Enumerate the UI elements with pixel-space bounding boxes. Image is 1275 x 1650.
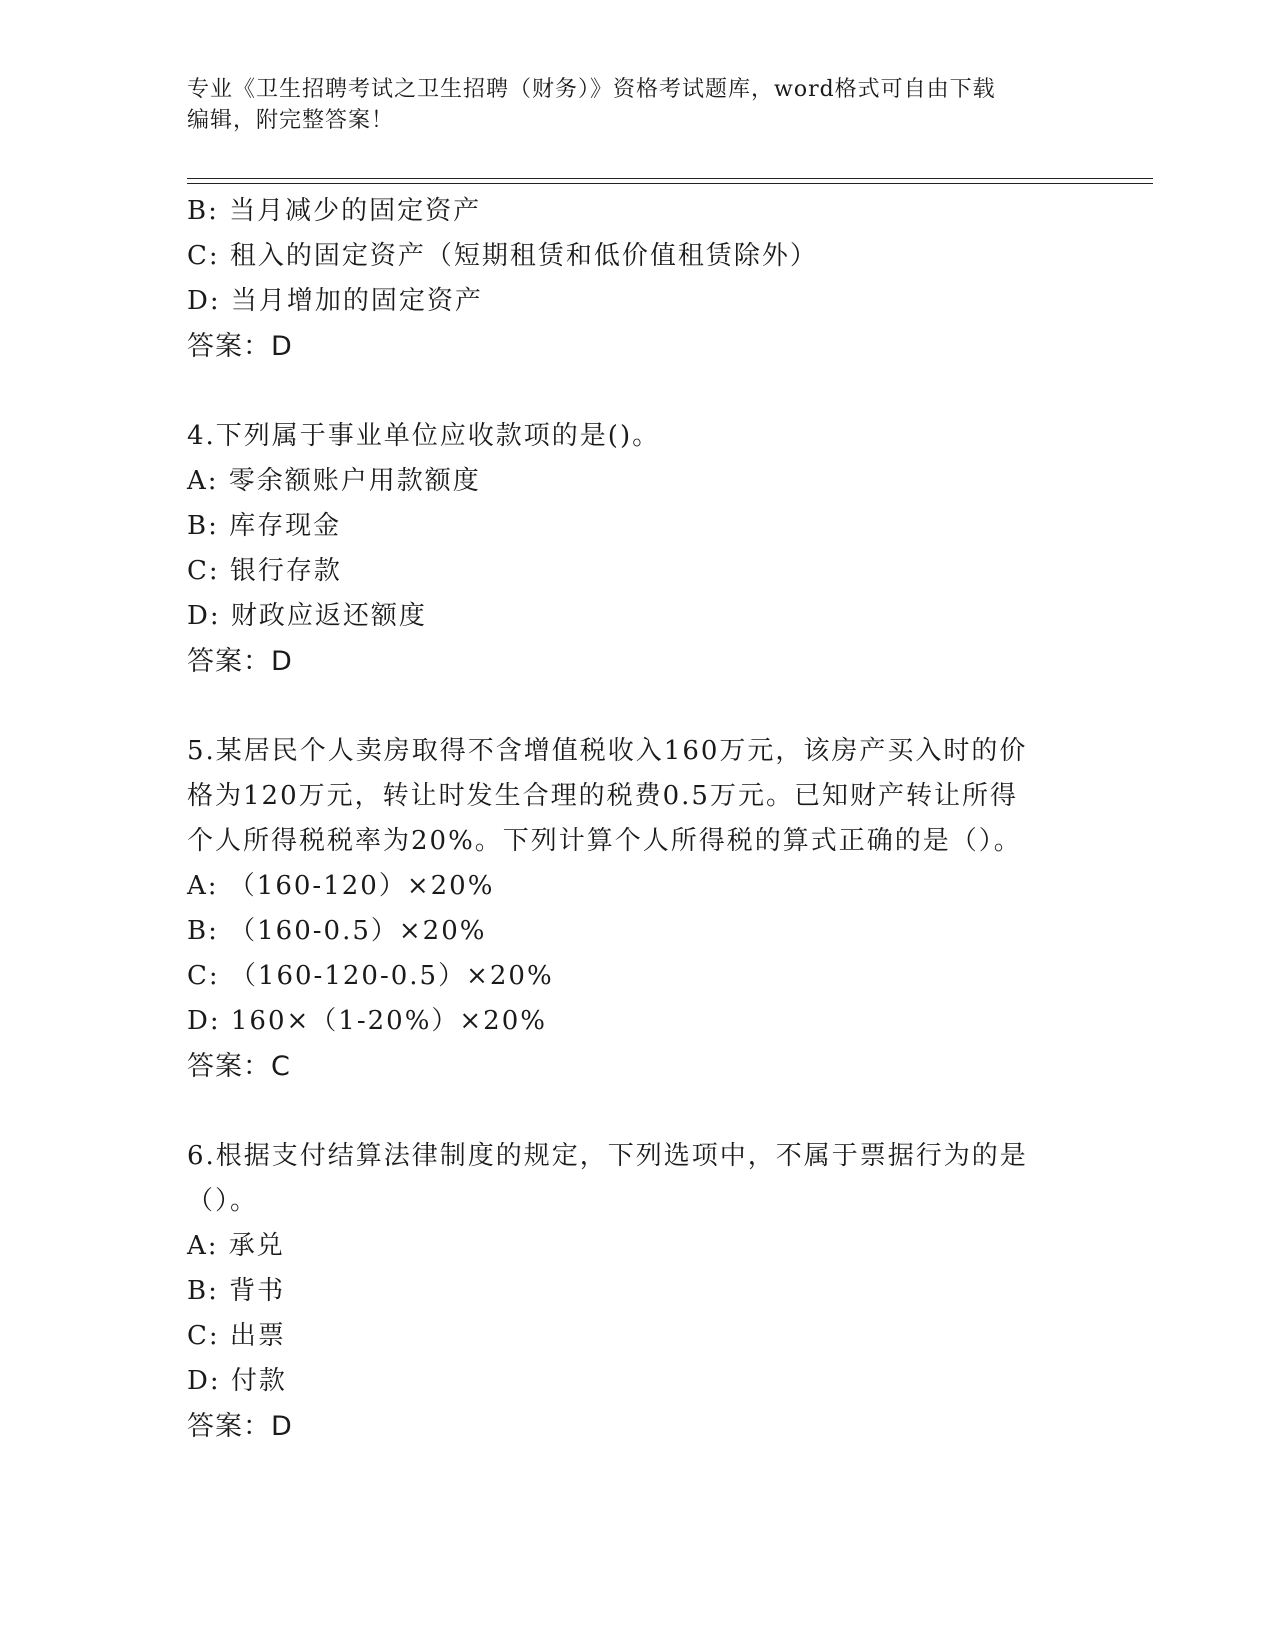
q4-option-a: A: 零余额账户用款额度	[187, 466, 481, 496]
q6-option-d: D: 付款	[187, 1366, 287, 1396]
spacer	[187, 1089, 1087, 1134]
q5-answer: 答案：C	[187, 1051, 291, 1082]
spacer	[187, 684, 1087, 729]
q5-stem-line-3: 个人所得税税率为20%。下列计算个人所得税的算式正确的是（）。	[187, 826, 1022, 856]
q4-option-c: C: 银行存款	[187, 556, 342, 586]
question-3	[187, 189, 1087, 369]
header-divider-top	[187, 178, 1153, 179]
header-divider-bottom	[187, 183, 1153, 184]
q4-option-d: D: 财政应返还额度	[187, 601, 427, 631]
question-6	[187, 1134, 1087, 1449]
q5-option-d: D: 160×（1-20%）×20%	[187, 1006, 547, 1036]
question-5	[187, 729, 1087, 1089]
q3-option-d: D: 当月增加的固定资产	[187, 286, 483, 316]
q5-option-b: B: （160-0.5）×20%	[187, 916, 487, 946]
header-line-1: 专业《卫生招聘考试之卫生招聘（财务）》资格考试题库，word格式可自由下载	[187, 77, 996, 102]
q5-stem-line-2: 格为120万元，转让时发生合理的税费0.5万元。已知财产转让所得	[187, 781, 1018, 811]
q6-option-b: B: 背书	[187, 1276, 286, 1306]
q4-answer: 答案：D	[187, 646, 293, 677]
question-4	[187, 414, 1087, 684]
q6-option-a: A: 承兑	[187, 1231, 285, 1261]
document-header	[187, 74, 1087, 136]
q6-stem-line-1: 6.根据支付结算法律制度的规定，下列选项中，不属于票据行为的是	[187, 1141, 1028, 1171]
q6-answer: 答案：D	[187, 1411, 293, 1442]
question-list	[187, 189, 1087, 1449]
q3-answer: 答案：D	[187, 331, 293, 362]
header-line-2: 编辑，附完整答案！	[187, 108, 395, 133]
q5-stem-line-1: 5.某居民个人卖房取得不含增值税收入160万元，该房产买入时的价	[187, 736, 1028, 766]
spacer	[187, 369, 1087, 414]
q5-option-a: A: （160-120）×20%	[187, 871, 495, 901]
q6-stem-line-2: （）。	[187, 1186, 259, 1216]
q3-option-b: B: 当月减少的固定资产	[187, 196, 482, 226]
q3-option-c: C: 租入的固定资产（短期租赁和低价值租赁除外）	[187, 241, 818, 271]
q4-option-b: B: 库存现金	[187, 511, 342, 541]
q5-option-c: C: （160-120-0.5）×20%	[187, 961, 554, 991]
q6-option-c: C: 出票	[187, 1321, 286, 1351]
q4-stem: 4.下列属于事业单位应收款项的是()。	[187, 421, 661, 451]
